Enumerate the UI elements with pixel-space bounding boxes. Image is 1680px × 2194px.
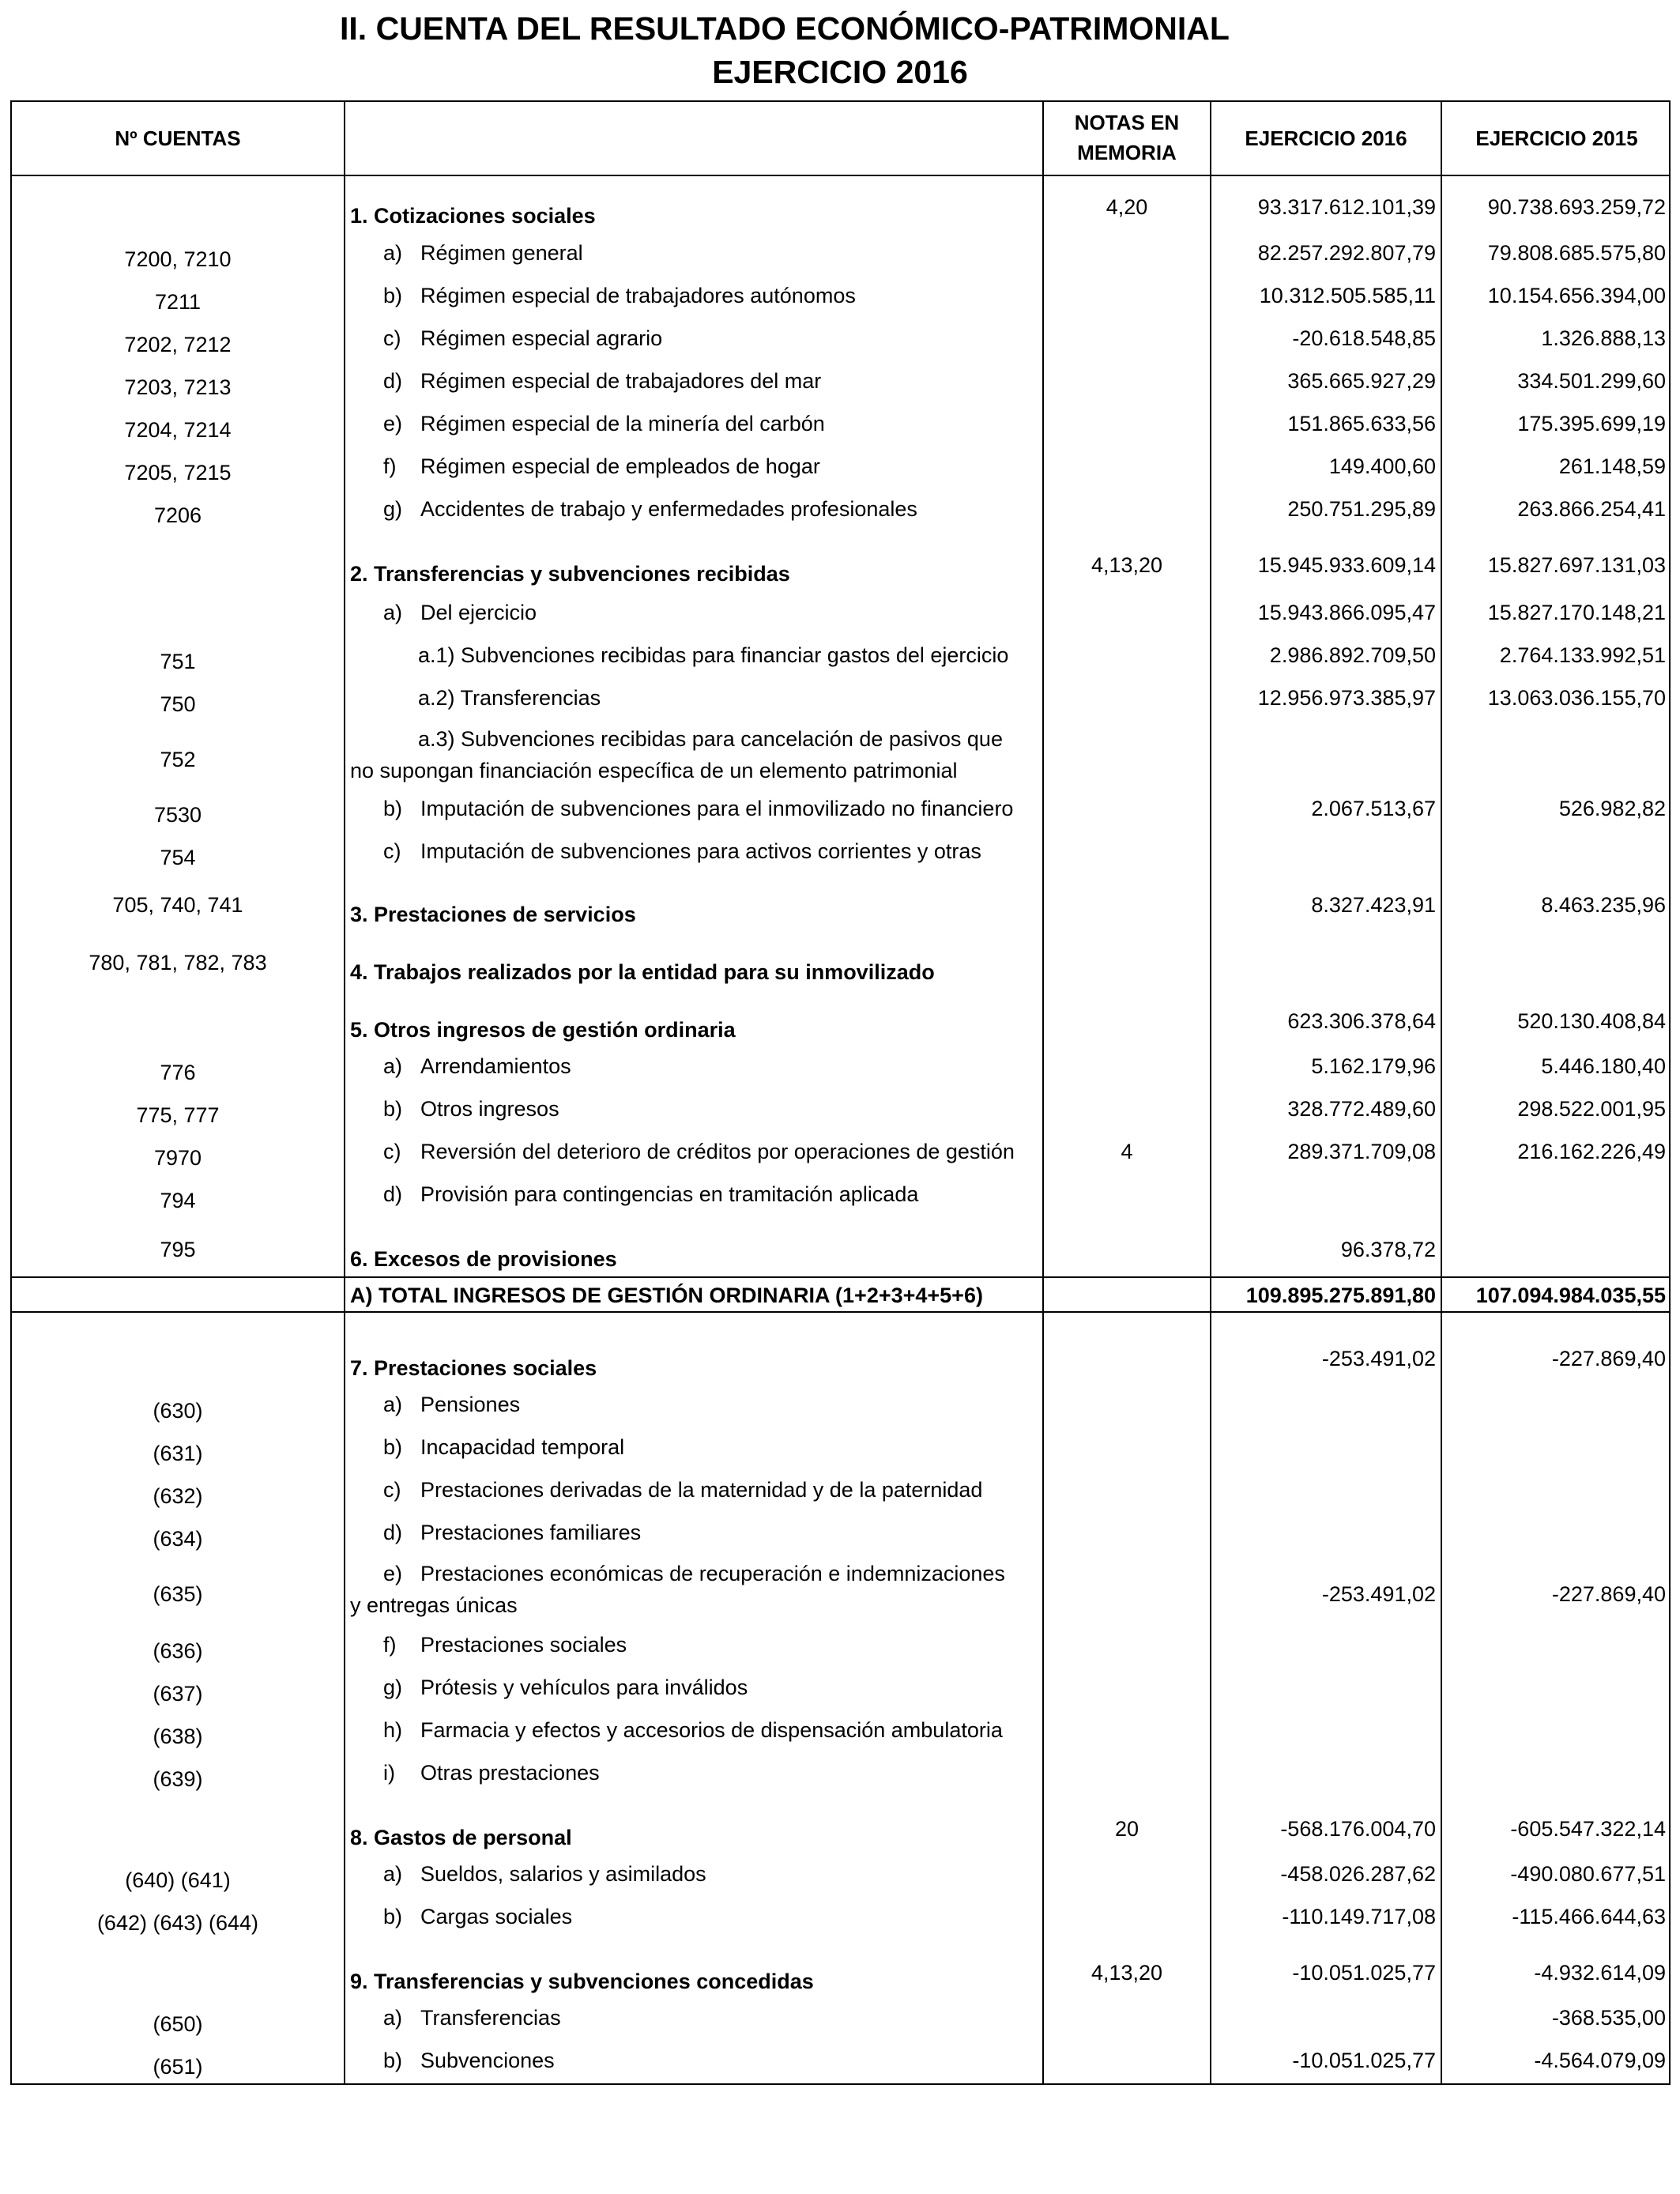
value-2015: 298.522.001,95 bbox=[1517, 1097, 1666, 1121]
item-letter: e) bbox=[383, 1562, 403, 1585]
header-notas-line1: NOTAS EN bbox=[1074, 111, 1180, 134]
value-2015: 107.094.984.035,55 bbox=[1475, 1284, 1666, 1307]
item-letter: i) bbox=[383, 1761, 395, 1785]
header-notas-line2: MEMORIA bbox=[1077, 140, 1177, 164]
item-description: Régimen especial de empleados de hogar bbox=[420, 454, 820, 478]
value-2016: 15.945.933.609,14 bbox=[1257, 553, 1436, 577]
page-subtitle: EJERCICIO 2016 bbox=[712, 54, 968, 90]
value-2016: -10.051.025,77 bbox=[1292, 2049, 1436, 2072]
value-2015: -227.869,40 bbox=[1551, 1582, 1666, 1606]
value-2016: 289.371.709,08 bbox=[1287, 1140, 1436, 1163]
value-2016: 328.772.489,60 bbox=[1287, 1097, 1436, 1121]
section-heading: 6. Excesos de provisiones bbox=[350, 1247, 617, 1271]
value-2015: -490.080.677,51 bbox=[1510, 1862, 1666, 1886]
item-letter: d) bbox=[383, 1521, 403, 1544]
item-description: Régimen especial de trabajadores del mar bbox=[420, 369, 822, 393]
account-code: 7200, 7210 bbox=[124, 247, 232, 271]
item-description: Régimen general bbox=[420, 241, 583, 265]
value-2016: 149.400,60 bbox=[1328, 454, 1436, 478]
item-description: Prestaciones derivadas de la maternidad y de la paternidad bbox=[420, 1478, 983, 1502]
header-ejercicio-2015: EJERCICIO 2015 bbox=[1475, 126, 1638, 150]
account-code: 776 bbox=[160, 1061, 196, 1084]
value-2015: 15.827.170.148,21 bbox=[1487, 601, 1666, 624]
item-description: Incapacidad temporal bbox=[420, 1435, 625, 1459]
value-2016: 12.956.973.385,97 bbox=[1257, 686, 1436, 710]
item-letter: d) bbox=[383, 369, 403, 393]
results-table bbox=[10, 100, 1671, 2085]
item-letter: e) bbox=[383, 412, 403, 435]
value-2016: 2.067.513,67 bbox=[1311, 797, 1436, 820]
account-code: (651) bbox=[153, 2055, 203, 2079]
item-description: Prótesis y vehículos para inválidos bbox=[420, 1676, 748, 1699]
item-letter: b) bbox=[383, 1435, 403, 1459]
subitem-description: a.1) Subvenciones recibidas para financiar gastos del ejercicio bbox=[418, 643, 1009, 667]
header-ejercicio-2016: EJERCICIO 2016 bbox=[1245, 126, 1407, 150]
value-2015: 5.446.180,40 bbox=[1541, 1054, 1666, 1078]
account-code: (638) bbox=[153, 1725, 203, 1748]
section-heading: 8. Gastos de personal bbox=[350, 1826, 572, 1849]
account-code: (642) (643) (644) bbox=[96, 1911, 259, 1935]
value-2015: 261.148,59 bbox=[1558, 454, 1666, 478]
section-heading: 5. Otros ingresos de gestión ordinaria bbox=[350, 1018, 736, 1042]
account-code: 7530 bbox=[153, 803, 202, 827]
item-letter: a) bbox=[383, 2006, 403, 2030]
value-2015: -368.535,00 bbox=[1551, 2006, 1666, 2030]
account-code: 7202, 7212 bbox=[124, 333, 232, 356]
account-code: 775, 777 bbox=[136, 1103, 220, 1127]
account-code: (650) bbox=[153, 2012, 203, 2036]
account-code: 7211 bbox=[154, 290, 202, 314]
item-letter: g) bbox=[383, 497, 403, 521]
item-letter: c) bbox=[383, 839, 401, 863]
account-code: 754 bbox=[160, 846, 196, 869]
account-code: 7203, 7213 bbox=[124, 375, 232, 399]
section-heading: 3. Prestaciones de servicios bbox=[350, 903, 636, 926]
value-2016: 96.378,72 bbox=[1340, 1238, 1436, 1261]
section-heading: 9. Transferencias y subvenciones concedidas bbox=[350, 1970, 814, 1993]
item-letter: g) bbox=[383, 1676, 403, 1699]
column-divider bbox=[1042, 102, 1044, 2083]
value-2015: 1.326.888,13 bbox=[1541, 326, 1666, 350]
item-letter: a) bbox=[383, 241, 403, 265]
value-2015: 10.154.656.394,00 bbox=[1487, 284, 1666, 307]
item-description: Régimen especial de trabajadores autónomos bbox=[420, 284, 856, 307]
value-2016: 5.162.179,96 bbox=[1311, 1054, 1436, 1078]
header-cuentas: Nº CUENTAS bbox=[115, 126, 241, 150]
account-code: 705, 740, 741 bbox=[112, 893, 243, 917]
total-row-top-divider bbox=[12, 1276, 1669, 1278]
item-letter: a) bbox=[383, 1054, 403, 1078]
value-2016: 10.312.505.585,11 bbox=[1259, 284, 1436, 307]
account-code: (631) bbox=[153, 1442, 203, 1465]
account-code: 795 bbox=[160, 1238, 196, 1261]
value-2015: -115.466.644,63 bbox=[1512, 1905, 1666, 1928]
value-2016: -253.491,02 bbox=[1321, 1347, 1436, 1370]
value-2016: 82.257.292.807,79 bbox=[1257, 241, 1436, 265]
account-code: 7970 bbox=[153, 1146, 202, 1170]
account-code: (636) bbox=[153, 1639, 203, 1663]
account-code: 794 bbox=[160, 1189, 196, 1212]
account-code: 752 bbox=[160, 748, 196, 771]
item-description: Cargas sociales bbox=[420, 1905, 573, 1928]
value-2015: -4.932.614,09 bbox=[1534, 1961, 1666, 1985]
item-letter: b) bbox=[383, 284, 403, 307]
item-letter: c) bbox=[383, 1140, 401, 1163]
item-description-continued: no supongan financiación específica de un elemento patrimonial bbox=[350, 759, 958, 782]
notes-ref: 4 bbox=[1121, 1140, 1133, 1163]
subitem-description: a.2) Transferencias bbox=[418, 686, 601, 710]
item-description: Régimen especial agrario bbox=[420, 326, 663, 350]
item-description: Imputación de subvenciones para activos corrientes y otras bbox=[420, 839, 981, 863]
notes-ref: 4,20 bbox=[1106, 195, 1148, 219]
account-code: (639) bbox=[153, 1767, 203, 1791]
value-2015: 15.827.697.131,03 bbox=[1487, 553, 1666, 577]
item-letter: f) bbox=[383, 454, 397, 478]
item-description: Prestaciones económicas de recuperación e indemnizaciones bbox=[420, 1562, 1005, 1585]
section-heading: 7. Prestaciones sociales bbox=[350, 1356, 597, 1380]
item-description: Accidentes de trabajo y enfermedades profesionales bbox=[420, 497, 917, 521]
column-divider bbox=[1441, 102, 1442, 2083]
total-row-bottom-divider bbox=[12, 1311, 1669, 1313]
value-2015: 90.738.693.259,72 bbox=[1487, 195, 1666, 219]
value-2016: 93.317.612.101,39 bbox=[1257, 195, 1436, 219]
item-letter: b) bbox=[383, 2049, 403, 2072]
item-description: Imputación de subvenciones para el inmovilizado no financiero bbox=[420, 797, 1014, 820]
subitem-description: a.3) Subvenciones recibidas para cancelación de pasivos que bbox=[418, 727, 1003, 751]
page-title: II. CUENTA DEL RESULTADO ECONÓMICO-PATRIMONIAL bbox=[340, 10, 1230, 47]
column-divider bbox=[1210, 102, 1211, 2083]
account-code: 7204, 7214 bbox=[124, 418, 232, 442]
item-letter: f) bbox=[383, 1633, 397, 1657]
value-2015: 13.063.036.155,70 bbox=[1487, 686, 1666, 710]
item-description: Provisión para contingencias en tramitación aplicada bbox=[420, 1182, 919, 1206]
value-2016: -20.618.548,85 bbox=[1292, 326, 1436, 350]
item-letter: b) bbox=[383, 1905, 403, 1928]
value-2015: 520.130.408,84 bbox=[1517, 1009, 1666, 1033]
item-letter: a) bbox=[383, 601, 403, 624]
item-letter: b) bbox=[383, 1097, 403, 1121]
value-2016: -458.026.287,62 bbox=[1280, 1862, 1436, 1886]
item-description: Pensiones bbox=[420, 1393, 521, 1416]
item-description: Régimen especial de la minería del carbón bbox=[420, 412, 825, 435]
value-2015: 2.764.133.992,51 bbox=[1499, 643, 1666, 667]
item-letter: b) bbox=[383, 797, 403, 820]
value-2016: 623.306.378,64 bbox=[1287, 1009, 1436, 1033]
item-letter: d) bbox=[383, 1182, 403, 1206]
value-2015: -4.564.079,09 bbox=[1534, 2049, 1666, 2072]
account-code: 751 bbox=[160, 650, 196, 673]
item-description-continued: y entregas únicas bbox=[350, 1593, 518, 1617]
account-code: 750 bbox=[160, 692, 196, 716]
value-2016: 365.665.927,29 bbox=[1287, 369, 1436, 393]
item-letter: c) bbox=[383, 1478, 401, 1502]
value-2016: -253.491,02 bbox=[1321, 1582, 1436, 1606]
item-letter: a) bbox=[383, 1862, 403, 1886]
notes-ref: 4,13,20 bbox=[1090, 1961, 1163, 1985]
account-code: 7205, 7215 bbox=[124, 461, 232, 484]
value-2015: 263.866.254,41 bbox=[1517, 497, 1666, 521]
value-2015: -605.547.322,14 bbox=[1510, 1817, 1666, 1841]
item-description: Subvenciones bbox=[420, 2049, 555, 2072]
value-2016: 8.327.423,91 bbox=[1311, 893, 1436, 917]
item-description: Arrendamientos bbox=[420, 1054, 571, 1078]
item-description: Farmacia y efectos y accesorios de dispensación ambulatoria bbox=[420, 1718, 1003, 1742]
account-code: 780, 781, 782, 783 bbox=[89, 951, 267, 974]
header-divider bbox=[12, 175, 1669, 176]
notes-ref: 4,13,20 bbox=[1090, 553, 1163, 577]
value-2015: -227.869,40 bbox=[1551, 1347, 1666, 1370]
section-heading: 4. Trabajos realizados por la entidad para su inmovilizado bbox=[350, 960, 935, 984]
account-code: (630) bbox=[153, 1399, 203, 1423]
account-code: (632) bbox=[153, 1484, 203, 1508]
item-letter: h) bbox=[383, 1718, 403, 1742]
header-notas bbox=[1044, 108, 1210, 168]
value-2015: 8.463.235,96 bbox=[1541, 893, 1666, 917]
item-description: Otras prestaciones bbox=[420, 1761, 600, 1785]
section-heading: 2. Transferencias y subvenciones recibidas bbox=[350, 562, 790, 586]
value-2015: 175.395.699,19 bbox=[1517, 412, 1666, 435]
item-letter: c) bbox=[383, 326, 401, 350]
item-description: Prestaciones sociales bbox=[420, 1633, 627, 1657]
column-divider bbox=[344, 102, 345, 2083]
account-code: (635) bbox=[153, 1582, 203, 1606]
value-2016: 250.751.295,89 bbox=[1287, 497, 1436, 521]
item-description: Del ejercicio bbox=[420, 601, 537, 624]
value-2016: 109.895.275.891,80 bbox=[1245, 1284, 1436, 1307]
account-code: 7206 bbox=[153, 503, 202, 527]
item-letter: a) bbox=[383, 1393, 403, 1416]
value-2015: 216.162.226,49 bbox=[1517, 1140, 1666, 1163]
value-2016: -10.051.025,77 bbox=[1292, 1961, 1436, 1985]
item-description: Otros ingresos bbox=[420, 1097, 559, 1121]
notes-ref: 20 bbox=[1114, 1817, 1139, 1841]
item-description: Reversión del deterioro de créditos por operaciones de gestión bbox=[420, 1140, 1015, 1163]
item-description: Prestaciones familiares bbox=[420, 1521, 642, 1544]
value-2016: -568.176.004,70 bbox=[1280, 1817, 1436, 1841]
item-description: Sueldos, salarios y asimilados bbox=[420, 1862, 706, 1886]
value-2016: 151.865.633,56 bbox=[1287, 412, 1436, 435]
total-label: A) TOTAL INGRESOS DE GESTIÓN ORDINARIA (1+2+3+4+5+6) bbox=[350, 1284, 983, 1307]
value-2016: -110.149.717,08 bbox=[1282, 1905, 1436, 1928]
value-2015: 526.982,82 bbox=[1558, 797, 1666, 820]
section-heading: 1. Cotizaciones sociales bbox=[350, 204, 596, 228]
value-2016: 15.943.866.095,47 bbox=[1257, 601, 1436, 624]
account-code: (637) bbox=[153, 1682, 203, 1706]
account-code: (640) (641) bbox=[125, 1868, 231, 1892]
value-2015: 334.501.299,60 bbox=[1517, 369, 1666, 393]
account-code: (634) bbox=[153, 1527, 203, 1551]
value-2015: 79.808.685.575,80 bbox=[1487, 241, 1666, 265]
value-2016: 2.986.892.709,50 bbox=[1269, 643, 1436, 667]
item-description: Transferencias bbox=[420, 2006, 561, 2030]
